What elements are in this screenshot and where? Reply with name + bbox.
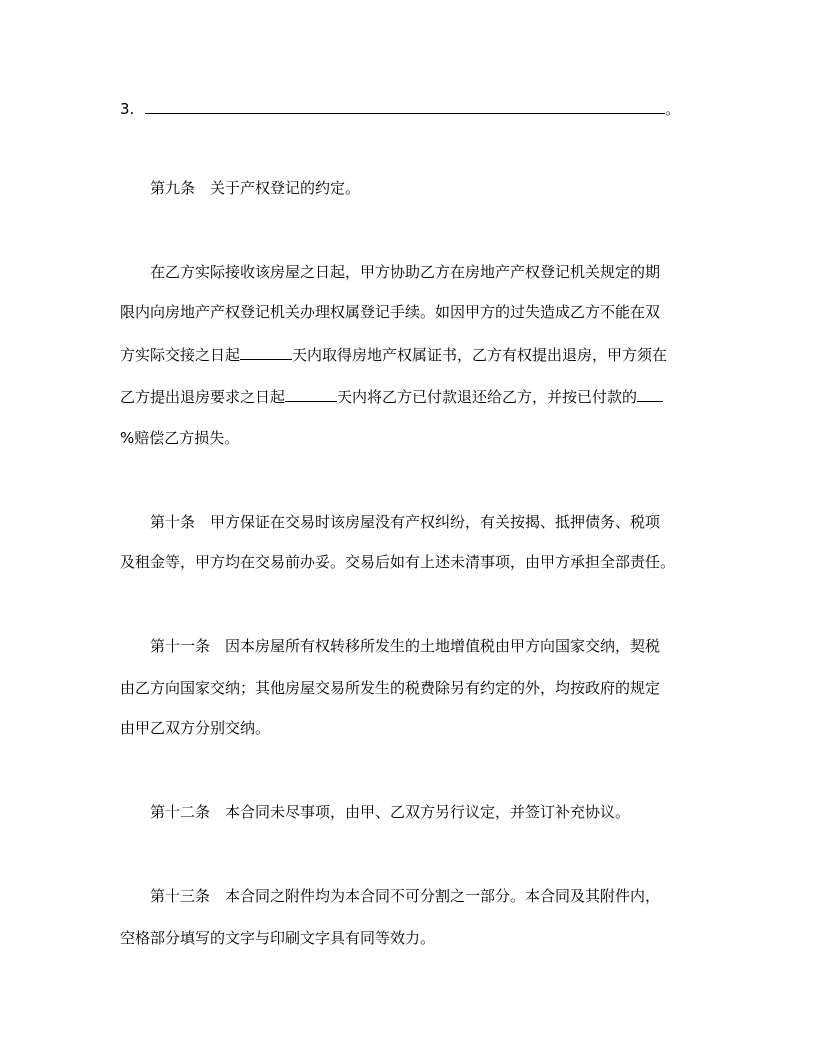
days-blank-1[interactable] xyxy=(240,344,292,360)
article-10-line-2: 及租金等，甲方均在交易前办妥。交易后如有上述未清事项，由甲方承担全部责任。 xyxy=(120,553,676,571)
article-9-line-4-b: 天内将乙方已付款退还给乙方，并按已付款的 xyxy=(337,388,638,406)
article-13-line-2: 空格部分填写的文字与印刷文字具有同等效力。 xyxy=(120,929,436,947)
article-9-line-5: %赔偿乙方损失。 xyxy=(120,429,240,447)
article-9-line-3-b: 天内取得房地产权属证书，乙方有权提出退房，甲方须在 xyxy=(292,346,668,364)
item-3-suffix: 。 xyxy=(665,100,681,118)
article-9-line-4 xyxy=(120,386,710,406)
article-9-line-3-a: 方实际交接之日起 xyxy=(120,346,241,364)
article-9-line-1: 在乙方实际接收该房屋之日起，甲方协助乙方在房地产产权登记机关规定的期 xyxy=(150,263,661,281)
item-3-line xyxy=(120,98,710,118)
article-9-line-3 xyxy=(120,344,710,364)
article-11-line-3: 由甲乙双方分别交纳。 xyxy=(120,719,271,737)
item-3-number: 3. xyxy=(120,100,135,118)
article-12-line-1: 第十二条 本合同未尽事项，由甲、乙双方另行议定，并签订补充协议。 xyxy=(150,803,631,821)
article-10-line-1: 第十条 甲方保证在交易时该房屋没有产权纠纷，有关按揭、抵押债务、税项 xyxy=(150,513,661,531)
days-blank-2[interactable] xyxy=(285,386,337,402)
percent-blank[interactable] xyxy=(637,386,663,402)
article-9-line-4-a: 乙方提出退房要求之日起 xyxy=(120,388,286,406)
article-9-heading: 第九条 关于产权登记的约定。 xyxy=(150,179,361,197)
article-11-line-1: 第十一条 因本房屋所有权转移所发生的土地增值税由甲方向国家交纳，契税 xyxy=(150,637,661,655)
item-3-blank[interactable] xyxy=(145,98,665,114)
article-11-line-2: 由乙方向国家交纳；其他房屋交易所发生的税费除另有约定的外，均按政府的规定 xyxy=(120,679,661,697)
article-9-line-2: 限内向房地产产权登记机关办理权属登记手续。如因甲方的过失造成乙方不能在双 xyxy=(120,303,661,321)
article-13-line-1: 第十三条 本合同之附件均为本合同不可分割之一部分。本合同及其附件内， xyxy=(150,887,661,905)
